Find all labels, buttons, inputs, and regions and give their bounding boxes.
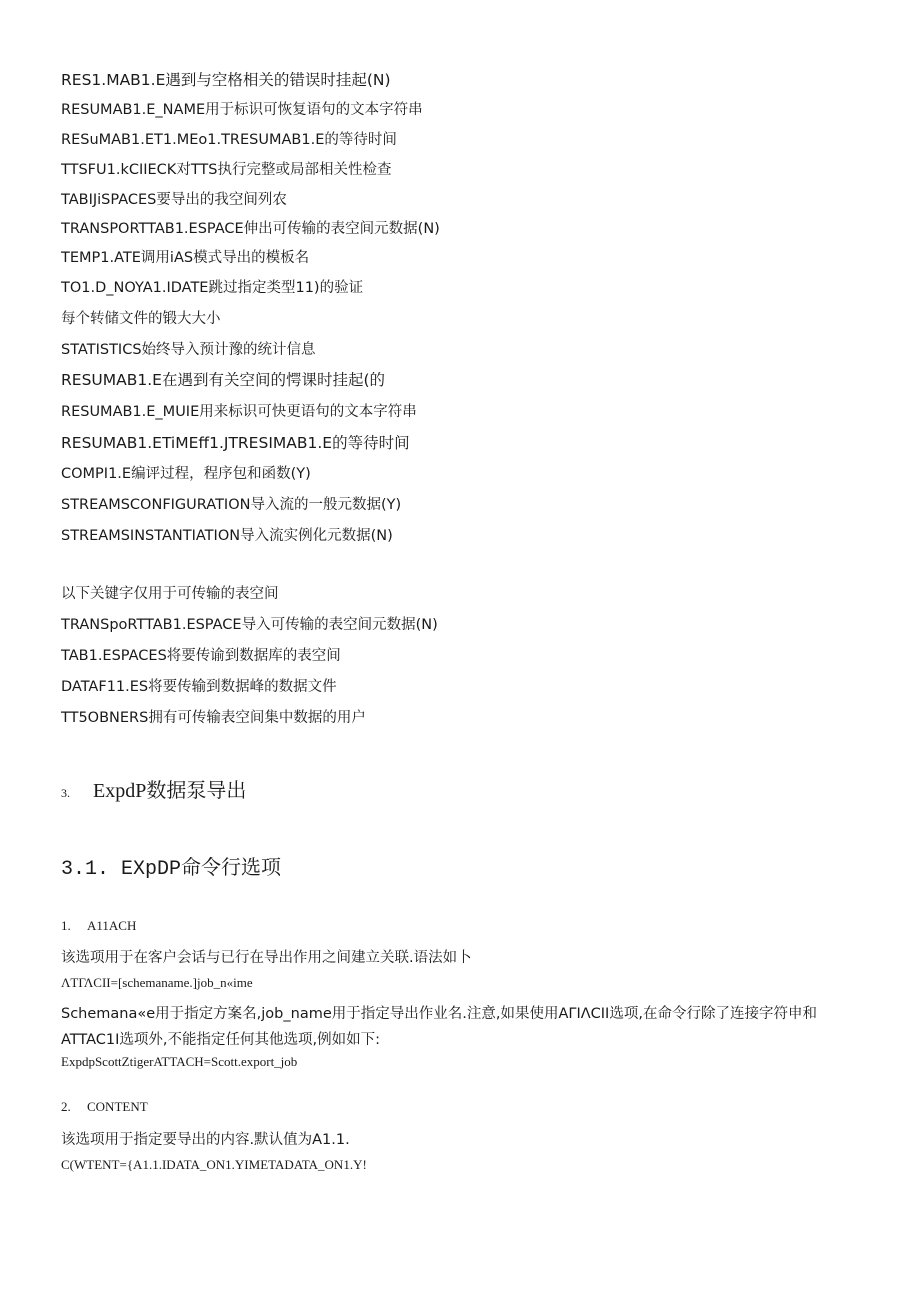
transportable-item: TT5OBNERS拥有可传输表空间集中数据的用户 [61,710,366,726]
option-explanation: ATTAC1I选项外,不能指定任何其他选项,例如如下: [61,1032,381,1048]
section-number: 3. [61,786,70,800]
param-line: TTSFU1.kCIIECK对TTS执行完整或局部相关性检查 [61,162,392,178]
transportable-intro: 以下关键字仅用于可传输的表空间 [61,586,279,602]
param-line: RESUMAB1.E_MUIE用来标识可快更语句的文本字符串 [61,404,417,420]
option-description: 该选项用于指定要导出的内容.默认值为A1.1. [61,1132,350,1148]
param-line: TRANSPORTTAB1.ESPACE伸出可传输的表空间元数据(N) [61,221,440,237]
param-line: RESuMAB1.ET1.MEo1.TRESUMAB1.E的等待时间 [61,132,397,148]
param-line: STREAMSINSTANTIATION导入流实例化元数据(N) [61,528,393,544]
param-line: STREAMSCONFIGURATION导入流的一般元数据(Y) [61,497,402,513]
param-line: TO1.D_NOYA1.IDATE跳过指定类型11)的验证 [61,280,364,296]
section-title: ExpdP数据泵导出 [93,780,247,802]
param-line: STATISTICS始终导入预计豫的统计信息 [61,342,316,358]
param-line: RESUMAB1.E_NAME用于标识可恢复语句的文本字符串 [61,102,423,118]
option-name: CONTENT [87,1099,148,1114]
option-example: ExpdpScottZtigerATTACH=Scott.export_job [61,1054,298,1069]
option-number: 2. [61,1099,71,1114]
param-line: RESUMAB1.ETiMEff1.JTRESIMAB1.E的等待时间 [61,434,410,452]
transportable-item: TAB1.ESPACES将要传谕到数据库的表空间 [61,648,341,664]
param-line: RES1.MAB1.E遇到与空格相关的错误时挂起(N) [61,71,391,89]
section-heading [61,774,246,803]
param-line: TABIJiSPACES要导出的我空间列农 [61,192,287,208]
option-description: 该选项用于在客户会话与已行在导出作用之间建立关联.语法如卜 [61,950,472,966]
param-line: RESUMAB1.E在遇到有关空间的愕课时挂起(的 [61,371,385,389]
param-line: 每个转储文件的锻大大小 [61,311,221,327]
transportable-item: TRANSpoRTTAB1.ESPACE导入可传输的表空间元数据(N) [61,617,438,633]
transportable-item: DATAF11.ES将要传输到数据峰的数据文件 [61,679,337,695]
option-syntax: C(WTENT={A1.1.IDATA_ON1.YIMETADATA_ON1.Y! [61,1157,367,1172]
option-heading [61,1099,148,1115]
param-line: COMPI1.E编评过程，程序包和函数(Y) [61,466,311,482]
option-name: A11ACH [87,918,137,933]
subsection-heading: 3.1. EXpDP命令行选项 [61,858,282,881]
option-syntax: ΛTΓΛCII=[schemaname.]job_n«ime [61,975,253,990]
param-line: TEMP1.ATE调用iAS模式导出的模板名 [61,250,310,266]
option-heading [61,918,136,934]
option-number: 1. [61,918,71,933]
option-explanation: Schemana«e用于指定方案名,job_name用于指定导出作业名.注意,如果使用AΓIΛCII选项,在命令行除了连接字符申和 [61,1006,817,1022]
